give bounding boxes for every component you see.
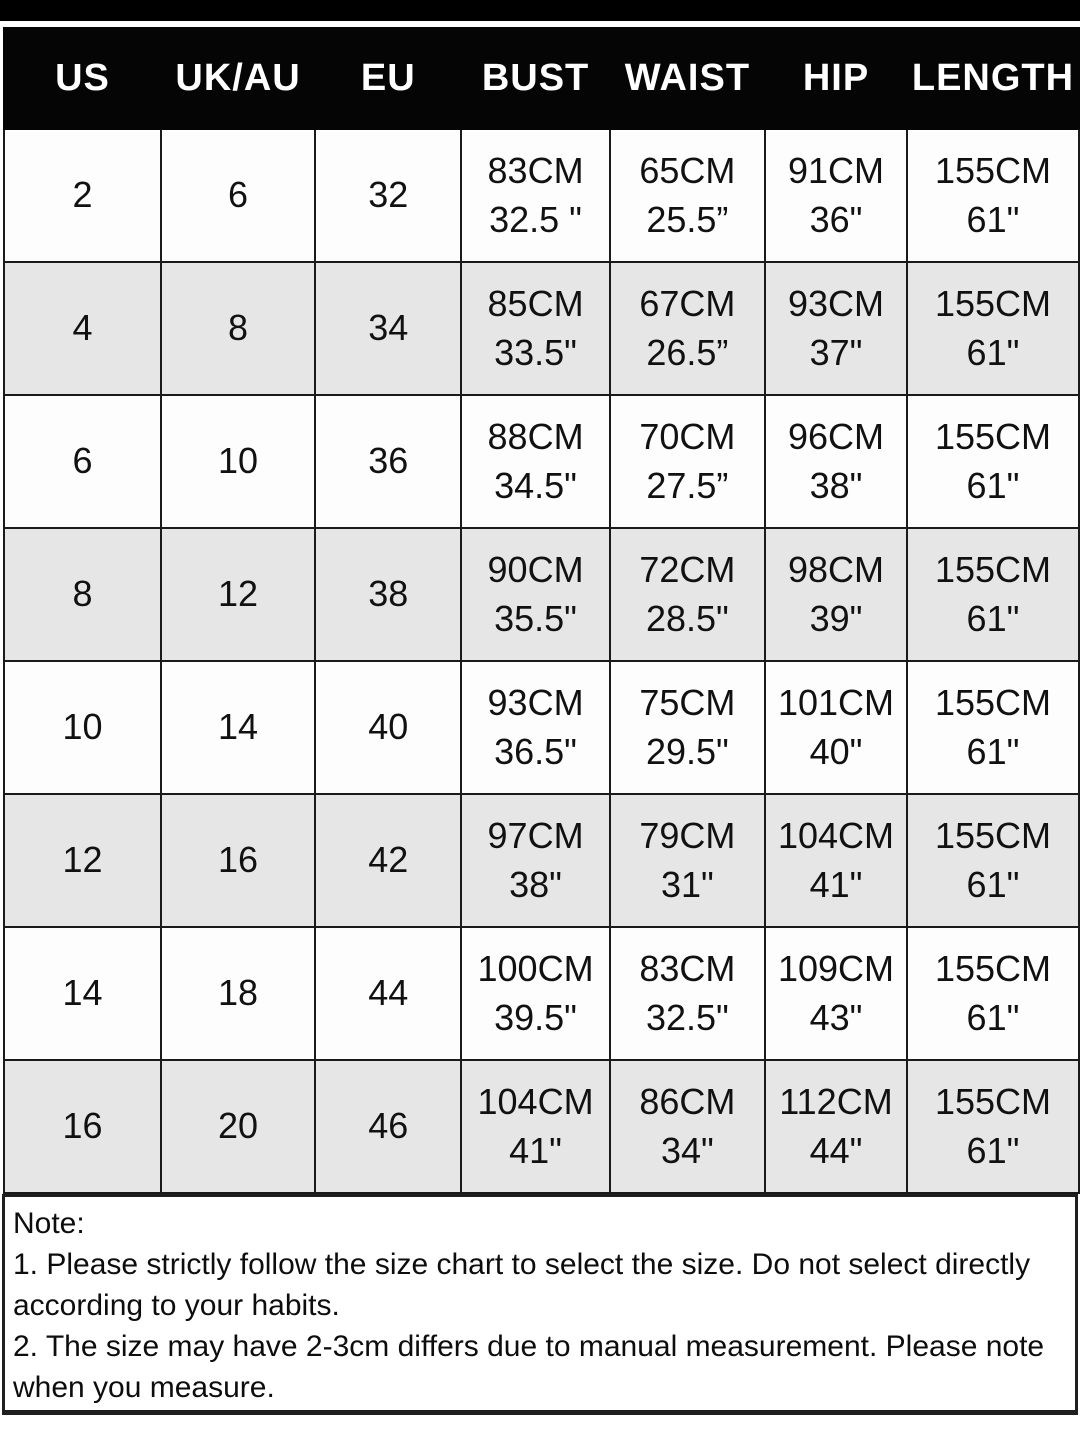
cell-length [907, 129, 1079, 262]
hip-cm-value: 112CM [779, 1080, 893, 1122]
cell-waist [610, 1060, 765, 1193]
waist-in-value: 31" [660, 863, 714, 905]
cell-hip [765, 129, 907, 262]
length-in-value: 61" [966, 597, 1020, 639]
table-row [4, 129, 1079, 262]
cell-uk-au: 10 [161, 395, 315, 528]
waist-in-value: 28.5" [645, 597, 729, 639]
length-in-value: 61" [966, 331, 1020, 373]
cell-length [907, 1060, 1079, 1193]
table-row [4, 528, 1079, 661]
length-cm-value: 155CM [934, 1080, 1051, 1122]
waist-in-value: 25.5” [646, 198, 729, 240]
cell-waist [610, 395, 765, 528]
bust-in-value: 41" [509, 1129, 562, 1171]
hip-cm-value: 91CM [787, 149, 884, 191]
table-row [4, 794, 1079, 927]
length-cm-value: 155CM [934, 947, 1051, 989]
bust-in-value: 32.5 " [489, 198, 582, 240]
bust-cm-value: 93CM [487, 681, 584, 723]
column-header-eu: EU [315, 28, 461, 129]
cell-hip [765, 661, 907, 794]
hip-in-value: 39" [809, 597, 863, 639]
cell-bust [461, 528, 609, 661]
length-in-value: 61" [966, 730, 1020, 772]
length-in-value: 61" [966, 464, 1020, 506]
hip-in-value: 37" [809, 331, 863, 373]
length-in-value: 61" [966, 198, 1020, 240]
hip-cm-value: 101CM [777, 681, 895, 723]
bust-in-value: 39.5" [494, 996, 577, 1038]
cell-eu: 46 [315, 1060, 461, 1193]
waist-in-value: 29.5" [645, 730, 729, 772]
hip-in-value: 41" [809, 863, 863, 905]
hip-in-value: 38" [809, 464, 863, 506]
waist-cm-value: 72CM [639, 548, 736, 590]
cell-length [907, 794, 1079, 927]
cell-hip [765, 794, 907, 927]
hip-cm-value: 104CM [777, 814, 895, 856]
hip-in-value: 43" [809, 996, 863, 1038]
cell-bust [461, 129, 609, 262]
cell-eu: 40 [315, 661, 461, 794]
waist-in-value: 32.5" [645, 996, 729, 1038]
hip-in-value: 44" [809, 1129, 863, 1171]
cell-uk-au: 12 [161, 528, 315, 661]
waist-in-value: 27.5” [646, 464, 729, 506]
cell-hip [765, 927, 907, 1060]
hip-cm-value: 96CM [787, 415, 884, 457]
cell-uk-au: 8 [161, 262, 315, 395]
waist-cm-value: 65CM [639, 149, 736, 191]
cell-us: 6 [4, 395, 161, 528]
note-box [2, 1194, 1078, 1415]
cell-bust [461, 927, 609, 1060]
cell-eu: 42 [315, 794, 461, 927]
cell-eu: 38 [315, 528, 461, 661]
bust-cm-value: 97CM [487, 814, 584, 856]
cell-us: 12 [4, 794, 161, 927]
waist-in-value: 26.5” [646, 331, 729, 373]
header-row [4, 28, 1079, 129]
length-cm-value: 155CM [934, 814, 1051, 856]
length-cm-value: 155CM [934, 149, 1051, 191]
cell-uk-au: 6 [161, 129, 315, 262]
cell-us: 16 [4, 1060, 161, 1193]
cell-uk-au: 20 [161, 1060, 315, 1193]
bust-in-value: 34.5" [494, 464, 577, 506]
cell-waist [610, 528, 765, 661]
length-cm-value: 155CM [934, 548, 1051, 590]
waist-cm-value: 75CM [639, 681, 736, 723]
hip-in-value: 40" [809, 730, 863, 772]
column-header-length: LENGTH [907, 28, 1079, 129]
cell-length [907, 262, 1079, 395]
top-black-band [0, 0, 1080, 21]
cell-us: 14 [4, 927, 161, 1060]
column-header-bust: BUST [461, 28, 609, 129]
cell-waist [610, 794, 765, 927]
column-header-us: US [4, 28, 161, 129]
waist-cm-value: 67CM [639, 282, 736, 324]
length-cm-value: 155CM [934, 415, 1051, 457]
bust-in-value: 35.5" [494, 597, 577, 639]
bust-cm-value: 88CM [487, 415, 584, 457]
length-in-value: 61" [966, 996, 1020, 1038]
hip-in-value: 36" [809, 198, 863, 240]
waist-cm-value: 79CM [639, 814, 736, 856]
cell-hip [765, 262, 907, 395]
cell-length [907, 661, 1079, 794]
bust-cm-value: 90CM [487, 548, 584, 590]
length-in-value: 61" [966, 1129, 1020, 1171]
cell-waist [610, 661, 765, 794]
cell-bust [461, 794, 609, 927]
table-row [4, 661, 1079, 794]
cell-bust [461, 395, 609, 528]
bust-in-value: 33.5" [494, 331, 577, 373]
cell-us: 4 [4, 262, 161, 395]
cell-uk-au: 16 [161, 794, 315, 927]
cell-waist [610, 927, 765, 1060]
cell-bust [461, 262, 609, 395]
column-header-waist: WAIST [610, 28, 765, 129]
cell-uk-au: 14 [161, 661, 315, 794]
cell-waist [610, 129, 765, 262]
size-chart-table [3, 27, 1080, 1194]
table-row [4, 262, 1079, 395]
cell-hip [765, 395, 907, 528]
waist-cm-value: 83CM [639, 947, 736, 989]
cell-eu: 34 [315, 262, 461, 395]
cell-waist [610, 262, 765, 395]
length-in-value: 61" [966, 863, 1020, 905]
bust-cm-value: 85CM [487, 282, 584, 324]
bust-in-value: 36.5" [494, 730, 577, 772]
length-cm-value: 155CM [934, 681, 1051, 723]
waist-cm-value: 70CM [639, 415, 736, 457]
bust-cm-value: 100CM [477, 947, 594, 989]
cell-length [907, 528, 1079, 661]
cell-hip [765, 1060, 907, 1193]
hip-cm-value: 93CM [787, 282, 884, 324]
length-cm-value: 155CM [934, 282, 1051, 324]
table-row [4, 927, 1079, 1060]
cell-us: 8 [4, 528, 161, 661]
cell-eu: 44 [315, 927, 461, 1060]
cell-eu: 32 [315, 129, 461, 262]
cell-bust [461, 661, 609, 794]
note-line-2: 2. The size may have 2-3cm differs due to manual measurement. Please note when you measure. [13, 1330, 1045, 1405]
cell-uk-au: 18 [161, 927, 315, 1060]
cell-length [907, 927, 1079, 1060]
table-row [4, 395, 1079, 528]
cell-bust [461, 1060, 609, 1193]
cell-us: 10 [4, 661, 161, 794]
note-title: Note: [13, 1207, 85, 1240]
cell-length [907, 395, 1079, 528]
bust-cm-value: 83CM [487, 149, 584, 191]
waist-in-value: 34" [660, 1129, 714, 1171]
column-header-uk-au: UK/AU [161, 28, 315, 129]
size-chart-container [3, 27, 1080, 1194]
column-header-hip: HIP [765, 28, 907, 129]
waist-cm-value: 86CM [639, 1080, 736, 1122]
hip-cm-value: 109CM [777, 947, 895, 989]
cell-eu: 36 [315, 395, 461, 528]
bust-in-value: 38" [509, 863, 562, 905]
cell-us: 2 [4, 129, 161, 262]
cell-hip [765, 528, 907, 661]
bust-cm-value: 104CM [477, 1080, 594, 1122]
note-line-1: 1. Please strictly follow the size chart to select the size. Do not select directly according to your habits. [13, 1248, 1031, 1323]
table-row [4, 1060, 1079, 1193]
hip-cm-value: 98CM [787, 548, 884, 590]
